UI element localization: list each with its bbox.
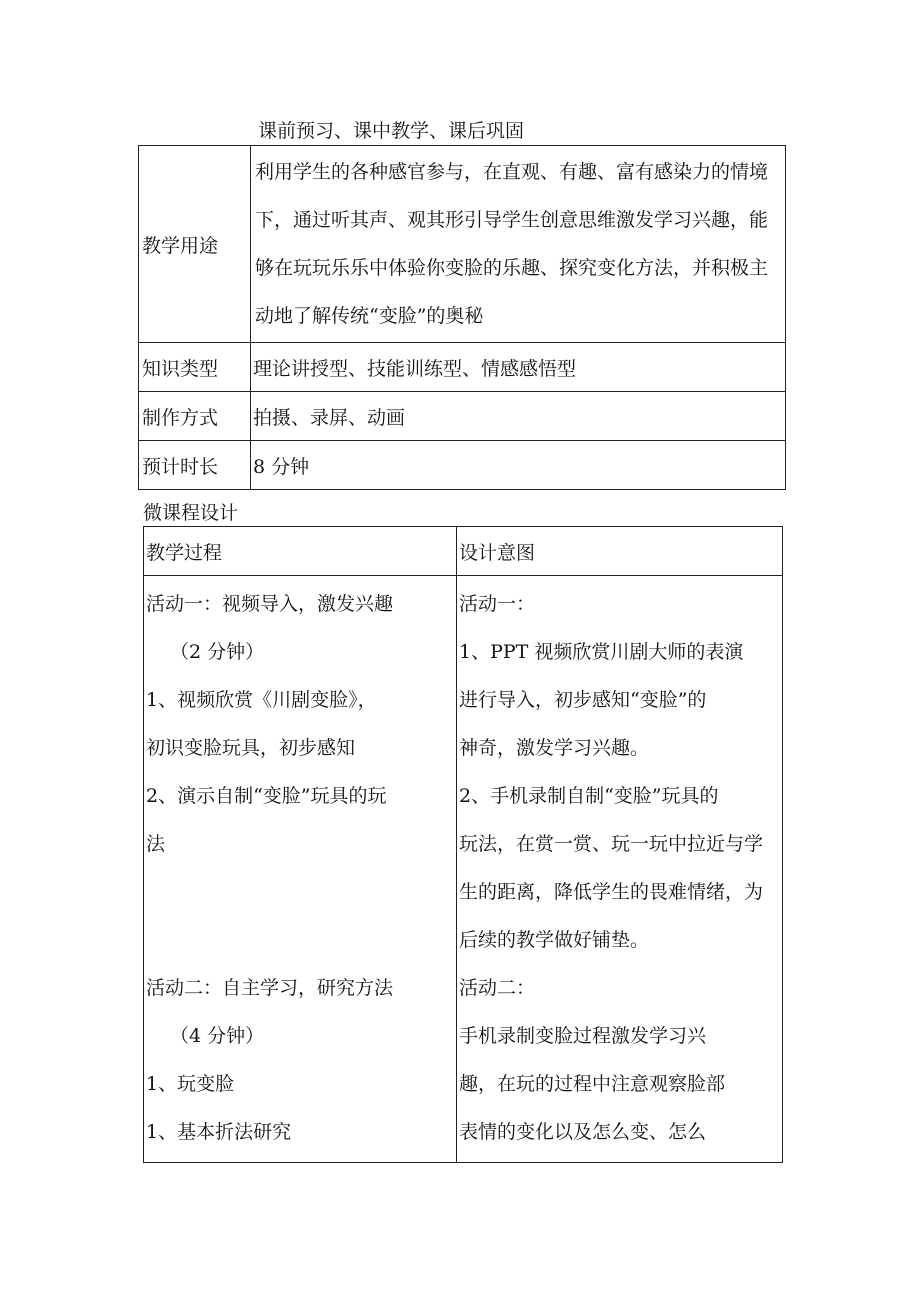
intent-line: 后续的教学做好铺垫。 bbox=[459, 929, 650, 951]
process-line: （2 分钟） bbox=[170, 641, 265, 663]
usage-value bbox=[251, 146, 786, 343]
process-line bbox=[146, 868, 454, 916]
usage-label: 教学用途 bbox=[139, 146, 251, 343]
intent-line: 2、手机录制自制“变脸”玩具的 bbox=[459, 785, 719, 807]
intent-line: 进行导入，初步感知“变脸”的 bbox=[459, 689, 707, 711]
process-cell bbox=[144, 576, 457, 1163]
usage-row bbox=[139, 146, 786, 343]
process-line bbox=[146, 916, 454, 964]
intent-line: 生的距离，降低学生的畏难情绪，为 bbox=[459, 881, 764, 903]
process-line: 法 bbox=[146, 833, 166, 855]
process-line: （4 分钟） bbox=[170, 1025, 265, 1047]
process-line: 初识变脸玩具，初步感知 bbox=[146, 737, 356, 759]
intent-line: 活动二： bbox=[459, 977, 536, 999]
duration-value: 8 分钟 bbox=[251, 441, 786, 490]
process-line: 活动一：视频导入，激发兴趣 bbox=[146, 593, 394, 615]
intent-line: 表情的变化以及怎么变、怎么 bbox=[459, 1121, 707, 1143]
knowledge-type-row bbox=[139, 343, 786, 392]
usage-text: 利用学生的各种感官参与，在直观、有趣、富有感染力的情境下，通过听其声、观其形引导学生创意思维激发学习兴趣，能够在玩玩乐乐中体验你变脸的乐趣、探究变化方法，并积极主动地了解传统“变脸”的奥秘 bbox=[255, 161, 769, 327]
top-line-text: 课前预习、课中教学、课后巩固 bbox=[258, 120, 525, 142]
duration-label: 预计时长 bbox=[139, 441, 251, 490]
knowledge-type-label: 知识类型 bbox=[139, 343, 251, 392]
intent-line: 1、PPT 视频欣赏川剧大师的表演 bbox=[459, 641, 744, 663]
intent-line: 趣，在玩的过程中注意观察脸部 bbox=[459, 1073, 726, 1095]
intent-line: 神奇，激发学习兴趣。 bbox=[459, 737, 650, 759]
header-intent: 设计意图 bbox=[457, 527, 783, 576]
design-body-row bbox=[144, 576, 783, 1163]
process-line: 1、玩变脸 bbox=[146, 1073, 235, 1095]
production-label: 制作方式 bbox=[139, 392, 251, 441]
knowledge-type-value: 理论讲授型、技能训练型、情感感悟型 bbox=[251, 343, 786, 392]
process-line: 2、演示自制“变脸”玩具的玩 bbox=[146, 785, 387, 807]
design-header-row bbox=[144, 527, 783, 576]
process-line: 活动二：自主学习，研究方法 bbox=[146, 977, 394, 999]
production-value: 拍摄、录屏、动画 bbox=[251, 392, 786, 441]
process-line: 1、视频欣赏《川剧变脸》， bbox=[146, 689, 377, 711]
header-process: 教学过程 bbox=[144, 527, 457, 576]
section-title: 微课程设计 bbox=[143, 502, 239, 524]
info-table bbox=[138, 145, 786, 490]
duration-row bbox=[139, 441, 786, 490]
intent-line: 手机录制变脸过程激发学习兴 bbox=[459, 1025, 707, 1047]
intent-line: 活动一： bbox=[459, 593, 536, 615]
process-line: 1、基本折法研究 bbox=[146, 1121, 292, 1143]
production-row bbox=[139, 392, 786, 441]
intent-line: 玩法，在赏一赏、玩一玩中拉近与学 bbox=[459, 833, 764, 855]
intent-cell bbox=[457, 576, 783, 1163]
design-table bbox=[143, 526, 783, 1163]
